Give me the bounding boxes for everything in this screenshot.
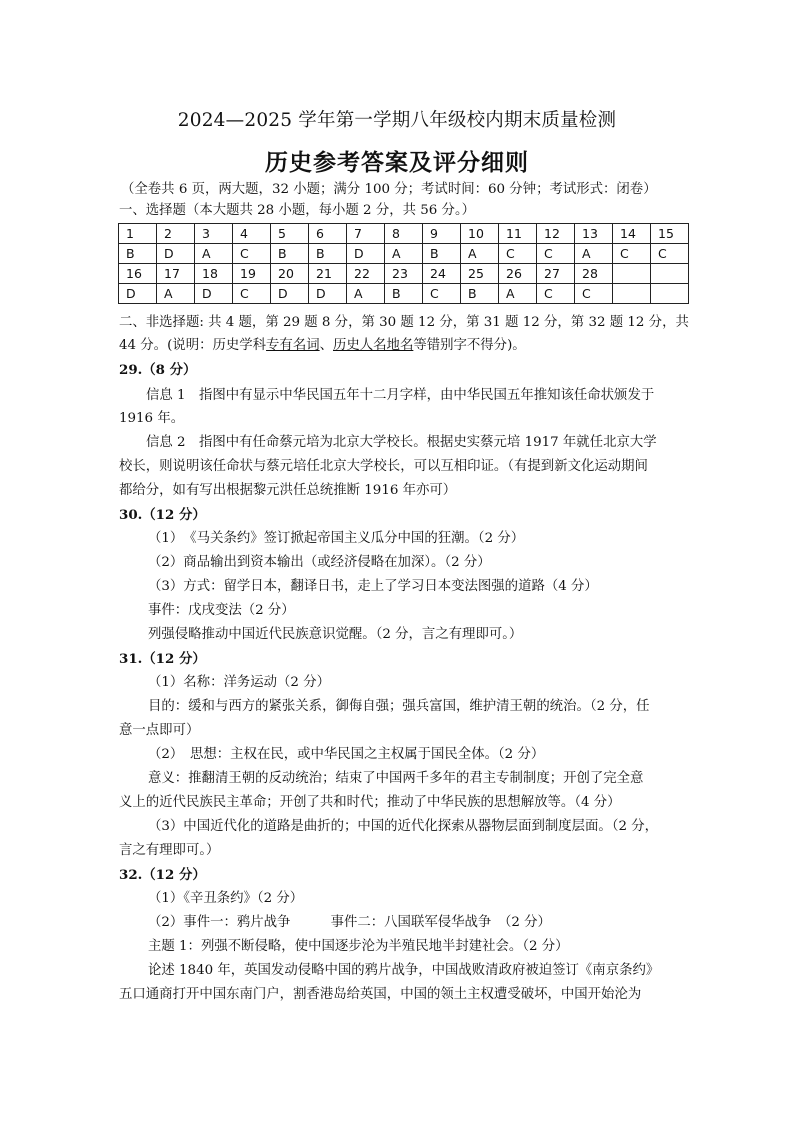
question-number-cell: 18 [195, 264, 233, 284]
answer-choice-cell: B [385, 284, 423, 304]
question-number-cell: 23 [385, 264, 423, 284]
answer-table-choice-row [119, 244, 689, 264]
q30-answer2: （2）商品输出到资本输出（或经济侵略在加深）。（2 分） [148, 555, 491, 570]
answer-choice-cell: A [461, 244, 499, 264]
answer-choice-cell: D [119, 284, 157, 304]
q32-answer4-line2: 五口通商打开中国东南门户，割香港岛给英国，中国的领土主权遭受破坏，中国开始沦为 [119, 987, 642, 1002]
question-number-cell: 20 [271, 264, 309, 284]
answer-choice-cell: D [271, 284, 309, 304]
q31-answer2-line2: 意一点即可） [119, 723, 200, 738]
question-number-cell: 1 [119, 224, 157, 244]
question-number-cell: 16 [119, 264, 157, 284]
question-number-cell: 15 [651, 224, 689, 244]
question-number-cell: 14 [613, 224, 651, 244]
exam-title: 2024—2025 学年第一学期八年级校内期末质量检测 [177, 110, 617, 131]
q32-label: 32.（12 分） [119, 867, 206, 883]
answer-choice-cell: A [347, 284, 385, 304]
question-number-cell: 13 [575, 224, 613, 244]
q31-answer5-line2: 言之有理即可。） [119, 843, 220, 858]
q32-answer3: 主题 1：列强不断侵略，使中国逐步沦为半殖民地半封建社会。（2 分） [148, 939, 569, 954]
q31-answer2-line1: 目的：缓和与西方的紧张关系，御侮自强；强兵富国，维护清王朝的统治。（2 分，任 [148, 699, 650, 714]
question-number-cell: 27 [537, 264, 575, 284]
q31-answer3: （2） 思想：主权在民，或中华民国之主权属于国民全体。（2 分） [148, 747, 545, 762]
question-number-cell: 10 [461, 224, 499, 244]
answer-choice-cell: C [651, 244, 689, 264]
q29-info1-line1: 信息 1 指图中有显示中华民国五年十二月字样，由中华民国五年推知该任命状颁发于 [146, 388, 655, 403]
question-number-cell: 3 [195, 224, 233, 244]
question-number-cell [651, 264, 689, 284]
section2-note [119, 336, 526, 356]
question-number-cell: 12 [537, 224, 575, 244]
q29-info2-line1: 信息 2 指图中有任命蔡元培为北京大学校长。根据史实蔡元培 1917 年就任北京大学 [146, 435, 657, 450]
q30-label: 30.（12 分） [119, 507, 206, 523]
q30-answer5: 列强侵略推动中国近代民族意识觉醒。（2 分，言之有理即可。） [148, 627, 523, 642]
q31-label: 31.（12 分） [119, 651, 206, 667]
answer-table-choice-row [119, 284, 689, 304]
answer-table [118, 223, 689, 304]
question-number-cell: 25 [461, 264, 499, 284]
answer-choice-cell: A [575, 244, 613, 264]
answer-choice-cell: C [537, 244, 575, 264]
answer-choice-cell [651, 284, 689, 304]
question-number-cell: 19 [233, 264, 271, 284]
section2-note-text-b: 、 [319, 338, 333, 353]
q32-answer2: （2）事件一：鸦片战争 事件二：八国联军侵华战争 （2 分） [148, 915, 551, 930]
question-number-cell: 22 [347, 264, 385, 284]
q31-answer4-line1: 意义：推翻清王朝的反动统治；结束了中国两千多年的君主专制制度；开创了完全意 [148, 771, 644, 786]
answer-choice-cell: A [157, 284, 195, 304]
question-number-cell: 9 [423, 224, 461, 244]
answer-choice-cell: C [537, 284, 575, 304]
question-number-cell [613, 264, 651, 284]
answer-choice-cell: A [195, 244, 233, 264]
q31-answer1: （1）名称：洋务运动（2 分） [148, 675, 330, 690]
q31-answer5-line1: （3）中国近代化的道路是曲折的；中国的近代化探索从器物层面到制度层面。（2 分， [148, 819, 659, 834]
answer-choice-cell: D [347, 244, 385, 264]
question-number-cell: 17 [157, 264, 195, 284]
question-number-cell: 8 [385, 224, 423, 244]
exam-info: （全卷共 6 页，两大题，32 小题；满分 100 分；考试时间：60 分钟；考试形式：闭卷） [121, 182, 657, 197]
answer-choice-cell: B [423, 244, 461, 264]
q30-answer1: （1） 《马关条约》签订掀起帝国主义瓜分中国的狂潮。（2 分） [148, 531, 525, 546]
answer-choice-cell [613, 284, 651, 304]
answer-choice-cell: D [195, 284, 233, 304]
answer-choice-cell: C [233, 244, 271, 264]
question-number-cell: 4 [233, 224, 271, 244]
answer-choice-cell: C [423, 284, 461, 304]
answer-choice-cell: A [385, 244, 423, 264]
answer-table-number-row [119, 224, 689, 244]
answer-choice-cell: D [157, 244, 195, 264]
question-number-cell: 26 [499, 264, 537, 284]
question-number-cell: 21 [309, 264, 347, 284]
answer-choice-cell: C [613, 244, 651, 264]
q29-info2-line2: 校长，则说明该任命状与蔡元培任北京大学校长，可以互相印证。（有提到新文化运动期间 [119, 459, 648, 474]
q31-answer4-line2: 义上的近代民族民主革命；开创了共和时代；推动了中华民族的思想解放等。（4 分） [119, 795, 621, 810]
question-number-cell: 6 [309, 224, 347, 244]
answer-choice-cell: C [233, 284, 271, 304]
section2-note-term2: 历史人名地名 [333, 338, 414, 353]
question-number-cell: 7 [347, 224, 385, 244]
answer-choice-cell: A [499, 284, 537, 304]
section2-note-text-c: 等错别字不得分)。 [413, 338, 526, 353]
answer-choice-cell: B [271, 244, 309, 264]
document-subtitle: 历史参考答案及评分细则 [265, 149, 529, 176]
answer-choice-cell: B [309, 244, 347, 264]
answer-choice-cell: B [119, 244, 157, 264]
question-number-cell: 5 [271, 224, 309, 244]
answer-choice-cell: B [461, 284, 499, 304]
answer-choice-cell: D [309, 284, 347, 304]
q30-answer3: （3）方式：留学日本，翻译日书，走上了学习日本变法图强的道路（4 分） [148, 579, 598, 594]
section2-note-term1: 专有名词 [266, 338, 320, 353]
q32-answer4-line1: 论述 1840 年，英国发动侵略中国的鸦片战争，中国战败清政府被迫签订《南京条约》 [148, 963, 660, 978]
answer-table-number-row [119, 264, 689, 284]
section2-note-text-a: 44 分。(说明：历史学科 [119, 338, 267, 353]
question-number-cell: 11 [499, 224, 537, 244]
q29-info1-line2: 1916 年。 [119, 411, 185, 426]
answer-choice-cell: C [575, 284, 613, 304]
q29-label: 29.（8 分） [119, 362, 197, 378]
q29-info2-line3: 都给分，如有写出根据黎元洪任总统推断 1916 年亦可） [119, 483, 457, 498]
question-number-cell: 2 [157, 224, 195, 244]
section1-heading: 一、选择题（本大题共 28 小题，每小题 2 分，共 56 分。） [119, 203, 476, 218]
question-number-cell: 28 [575, 264, 613, 284]
q30-answer4: 事件：戊戌变法（2 分） [148, 603, 295, 618]
section2-heading: 二、非选择题: 共 4 题，第 29 题 8 分，第 30 题 12 分，第 31 题 12 分，第 32 题 12 分，共 [119, 315, 689, 330]
answer-choice-cell: C [499, 244, 537, 264]
q32-answer1: （1）《辛丑条约》（2 分） [148, 891, 304, 906]
question-number-cell: 24 [423, 264, 461, 284]
